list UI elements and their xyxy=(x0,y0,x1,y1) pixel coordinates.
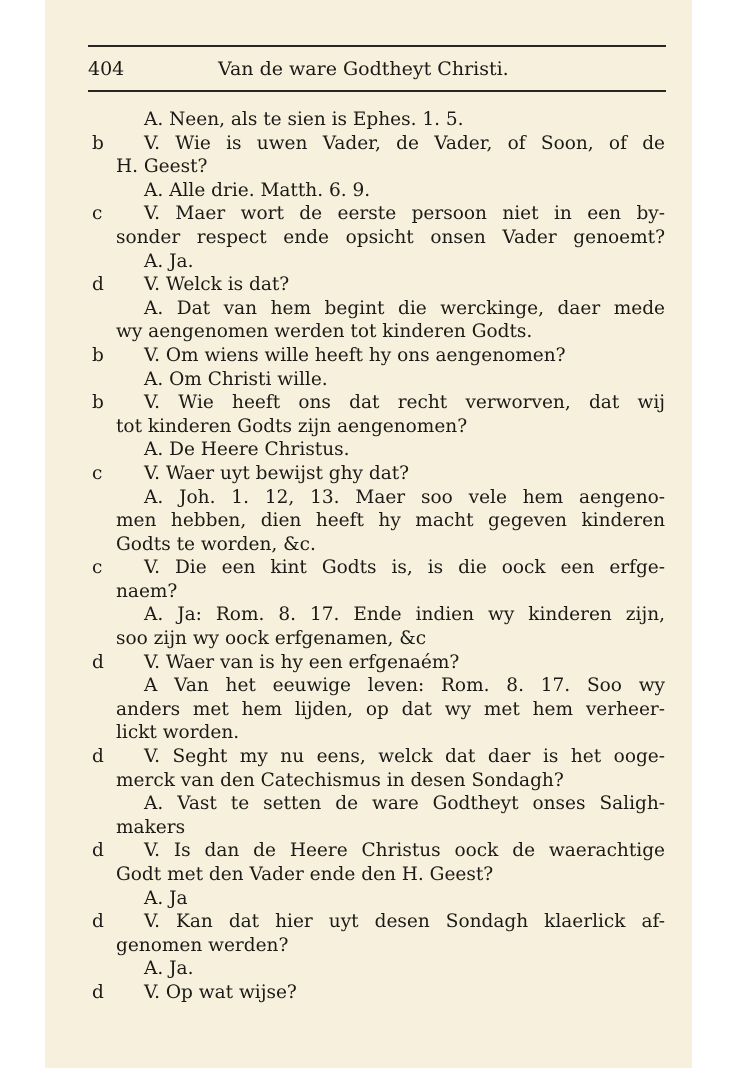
text-line xyxy=(88,674,666,698)
text-line xyxy=(88,910,666,934)
line-text: A Van het eeuwige leven: Rom. 8. 17. Soo wy xyxy=(144,675,665,697)
text-line xyxy=(88,698,666,722)
margin-marker: c xyxy=(92,462,103,484)
line-text: V. Seght my nu eens, welck dat daer is het ooge- xyxy=(144,746,665,768)
text-line xyxy=(88,202,666,226)
text-line xyxy=(88,651,666,675)
text-line xyxy=(88,934,666,958)
line-text: V. Op wat wijse? xyxy=(144,981,297,1003)
text-line xyxy=(88,580,666,604)
text-line xyxy=(88,391,666,415)
line-text: Godts te worden, &c. xyxy=(116,533,316,555)
text-line xyxy=(88,438,666,462)
text-line xyxy=(88,887,666,911)
text-line xyxy=(88,839,666,863)
line-text: A. Ja: Rom. 8. 17. Ende indien wy kinderen zijn, xyxy=(144,604,665,626)
margin-marker: d xyxy=(92,651,104,673)
line-text: H. Geest? xyxy=(116,156,208,178)
text-line xyxy=(88,509,666,533)
line-text: A. Ja. xyxy=(144,250,194,272)
line-text: V. Kan dat hier uyt desen Sondagh klaerlick af- xyxy=(144,911,665,933)
text-line xyxy=(88,132,666,156)
line-text: makers xyxy=(116,816,186,838)
line-text: lickt worden. xyxy=(116,722,240,744)
text-line xyxy=(88,721,666,745)
margin-marker: d xyxy=(92,981,104,1003)
line-text: wy aengenomen werden tot kinderen Godts. xyxy=(116,321,533,343)
line-text: V. Wie heeft ons dat recht verworven, dat wij xyxy=(144,392,665,414)
text-line xyxy=(88,415,666,439)
text-line xyxy=(88,533,666,557)
line-text: anders met hem lijden, op dat wy met hem verheer- xyxy=(116,698,665,720)
line-text: A. Alle drie. Matth. 6. 9. xyxy=(144,179,371,201)
text-line xyxy=(88,462,666,486)
text-line xyxy=(88,250,666,274)
text-line xyxy=(88,556,666,580)
text-line xyxy=(88,863,666,887)
page-header xyxy=(88,56,666,86)
text-line xyxy=(88,179,666,203)
text-line xyxy=(88,745,666,769)
text-line xyxy=(88,627,666,651)
line-text: A. Neen, als te sien is Ephes. 1. 5. xyxy=(144,109,464,130)
line-text: tot kinderen Godts zijn aengenomen? xyxy=(116,415,468,437)
margin-marker: d xyxy=(92,274,104,296)
line-text: A. Joh. 1. 12, 13. Maer soo vele hem aengeno- xyxy=(144,486,665,508)
line-text: A. De Heere Christus. xyxy=(144,439,350,461)
line-text: men hebben, dien heeft hy macht gegeven kinderen xyxy=(116,510,665,532)
text-body xyxy=(88,108,666,1005)
header-rule-bottom xyxy=(88,90,666,92)
text-line xyxy=(88,320,666,344)
text-line xyxy=(88,273,666,297)
line-text: V. Die een kint Godts is, is die oock een erfge- xyxy=(144,557,665,579)
margin-marker: b xyxy=(92,344,104,366)
text-line xyxy=(88,769,666,793)
line-text: A. Om Christi wille. xyxy=(144,368,328,390)
margin-marker: b xyxy=(92,132,104,154)
line-text: V. Om wiens wille heeft hy ons aengenomen? xyxy=(144,344,566,366)
line-text: A. Vast te setten de ware Godtheyt onses Saligh- xyxy=(144,793,665,815)
margin-marker: d xyxy=(92,746,104,768)
line-text: V. Maer wort de eerste persoon niet in een by- xyxy=(144,203,665,225)
margin-marker: c xyxy=(92,203,103,225)
line-text: A. Ja xyxy=(144,887,188,909)
text-line xyxy=(88,368,666,392)
line-text: Godt met den Vader ende den H. Geest? xyxy=(116,864,494,885)
text-line xyxy=(88,981,666,1005)
line-text: V. Is dan de Heere Christus oock de waerachtige xyxy=(144,840,665,862)
text-line xyxy=(88,155,666,179)
line-text: merck van den Catechismus in desen Sondagh? xyxy=(116,769,564,791)
text-line xyxy=(88,957,666,981)
text-line xyxy=(88,297,666,321)
text-line xyxy=(88,603,666,627)
line-text: V. Wie is uwen Vader, de Vader, of Soon, of de xyxy=(144,132,665,154)
line-text: V. Waer van is hy een erfgenaém? xyxy=(144,651,460,673)
line-text: naem? xyxy=(116,580,178,602)
line-text: A. Ja. xyxy=(144,958,194,980)
running-title: Van de ware Godtheyt Christi. xyxy=(218,58,509,80)
margin-marker: d xyxy=(92,840,104,862)
line-text: A. Dat van hem begint die werckinge, daer mede xyxy=(144,297,665,319)
margin-marker: d xyxy=(92,911,104,933)
line-text: soo zijn wy oock erfgenamen, &c xyxy=(116,628,427,650)
line-text: V. Welck is dat? xyxy=(144,274,290,296)
text-line xyxy=(88,792,666,816)
text-line xyxy=(88,226,666,250)
line-text: genomen werden? xyxy=(116,934,289,956)
text-line xyxy=(88,486,666,510)
line-text: sonder respect ende opsicht onsen Vader genoemt? xyxy=(116,226,665,248)
margin-marker: c xyxy=(92,557,103,579)
header-rule-top xyxy=(88,45,666,47)
line-text: V. Waer uyt bewijst ghy dat? xyxy=(144,462,410,484)
page-number: 404 xyxy=(88,58,125,80)
margin-marker: b xyxy=(92,392,104,414)
text-line xyxy=(88,344,666,368)
text-line xyxy=(88,108,666,132)
text-line xyxy=(88,816,666,840)
